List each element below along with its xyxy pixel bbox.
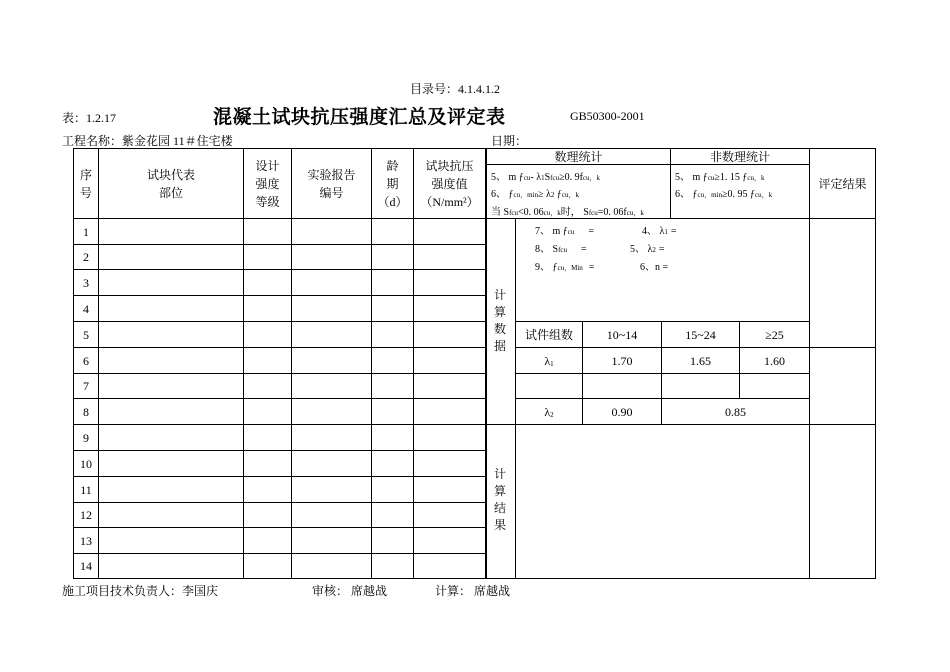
lambda1-value-3: 1.60 [764, 353, 785, 368]
calc-data-label: 计 算 数 据 [493, 288, 506, 353]
table-row-number: 6 [83, 353, 89, 368]
lambda1-label: λ 1 [544, 353, 554, 368]
table-row-number: 5 [83, 327, 89, 342]
coef-group-3: ≥25 [765, 327, 784, 342]
header-grade-line3: 等级 [255, 194, 280, 209]
header-grade [244, 149, 291, 218]
header-seq-line1: 序 [79, 167, 92, 182]
header-age [372, 149, 413, 218]
catalog-number: 目录号：4.1.4.1.2 [410, 82, 501, 96]
coef-group-label: 试件组数 [524, 327, 573, 342]
table-row-number: 9 [83, 430, 89, 445]
header-strength-line2: 强度值 [431, 176, 468, 191]
calc-count: 6、n = [640, 262, 669, 273]
table-row-number: 8 [83, 404, 89, 419]
lambda1-value-2: 1.65 [690, 353, 711, 368]
header-result: 评定结果 [818, 176, 867, 191]
header-strength-line1: 试块抗压 [425, 158, 474, 173]
header-strength-line3: （N/mm²） [420, 194, 479, 209]
math-criterion-3: 当 Sfcu<0. 06cu，k时， Sfcu=0. 06fcu，k [491, 207, 644, 218]
footer-reviewer: 审核： 席越战 [312, 584, 388, 598]
calc-min: 9、 ƒcu，Min = [535, 262, 595, 273]
calc-lambda2: 5、 λ2 = [630, 244, 665, 255]
math-criterion-2: 6、 ƒcu，min≥ λ2 ƒcu，k [491, 189, 579, 200]
form-number: 表：1.2.17 [62, 111, 117, 125]
table-row-number: 12 [80, 508, 92, 522]
header-location [99, 149, 243, 218]
lambda2-value-2: 0.85 [725, 404, 746, 419]
project-name-row [62, 132, 233, 149]
nonmath-criterion-1: 5、 m ƒcu≥1. 15 ƒcu，k [675, 172, 765, 183]
calc-lambda1: 4、 λ1 = [642, 226, 677, 237]
header-grade-line2: 强度 [255, 176, 280, 191]
header-report [292, 149, 371, 218]
table-row-number: 3 [83, 275, 89, 290]
project-name: 紫金花园 11＃住宅楼 [122, 134, 233, 148]
header-nonmath-stats: 非数理统计 [709, 149, 770, 164]
lambda2-value-1: 0.90 [611, 404, 633, 419]
standard-code: GB50300-2001 [570, 109, 645, 123]
table-row-number: 11 [80, 482, 92, 497]
calc-result-label: 计 算 结 果 [493, 467, 506, 532]
date-label: 日期： [491, 134, 528, 148]
header-report-line1: 实验报告 [307, 167, 356, 182]
header-location-line2: 部位 [158, 185, 183, 200]
header-strength [414, 149, 485, 218]
footer-tech-lead: 施工项目技术负责人：李国庆 [62, 584, 219, 598]
header-math-stats: 数理统计 [554, 149, 603, 164]
lambda1-value-1: 1.70 [611, 353, 633, 368]
header-age-line2: 期 [386, 176, 399, 191]
table-row-number: 13 [80, 533, 92, 548]
header-report-line2: 编号 [319, 185, 344, 200]
header-age-line1: 龄 [386, 158, 399, 173]
nonmath-criterion-2: 6、 ƒcu，min≥0. 95 ƒcu，k [675, 189, 773, 200]
coef-group-1: 10~14 [606, 327, 638, 342]
header-grade-line1: 设计 [255, 158, 280, 173]
table-row-number: 1 [83, 224, 89, 239]
header-location-line1: 试块代表 [146, 167, 195, 182]
table-row-number: 2 [83, 250, 89, 264]
table-row-number: 7 [83, 379, 89, 393]
table-row-number: 4 [83, 301, 89, 316]
table-row-number: 14 [80, 559, 92, 573]
calc-std: 8、 Sfcu = [535, 244, 587, 255]
math-criterion-1: 5、 m ƒcu- λ1Sfcu≥0. 9fcu，k [491, 172, 601, 183]
lambda2-label: λ 2 [544, 404, 554, 419]
project-label: 工程名称： [62, 134, 123, 148]
header-age-line3: （d） [377, 194, 408, 209]
calc-mean: 7、 m ƒcu = [535, 226, 595, 237]
header-seq-line2: 号 [79, 185, 92, 200]
table-row-number: 10 [80, 456, 92, 471]
page-title: 混凝土试块抗压强度汇总及评定表 [213, 106, 506, 128]
coef-group-2: 15~24 [685, 327, 716, 342]
header-seq [74, 149, 98, 218]
footer-calculator: 计算： 席越战 [435, 584, 511, 598]
